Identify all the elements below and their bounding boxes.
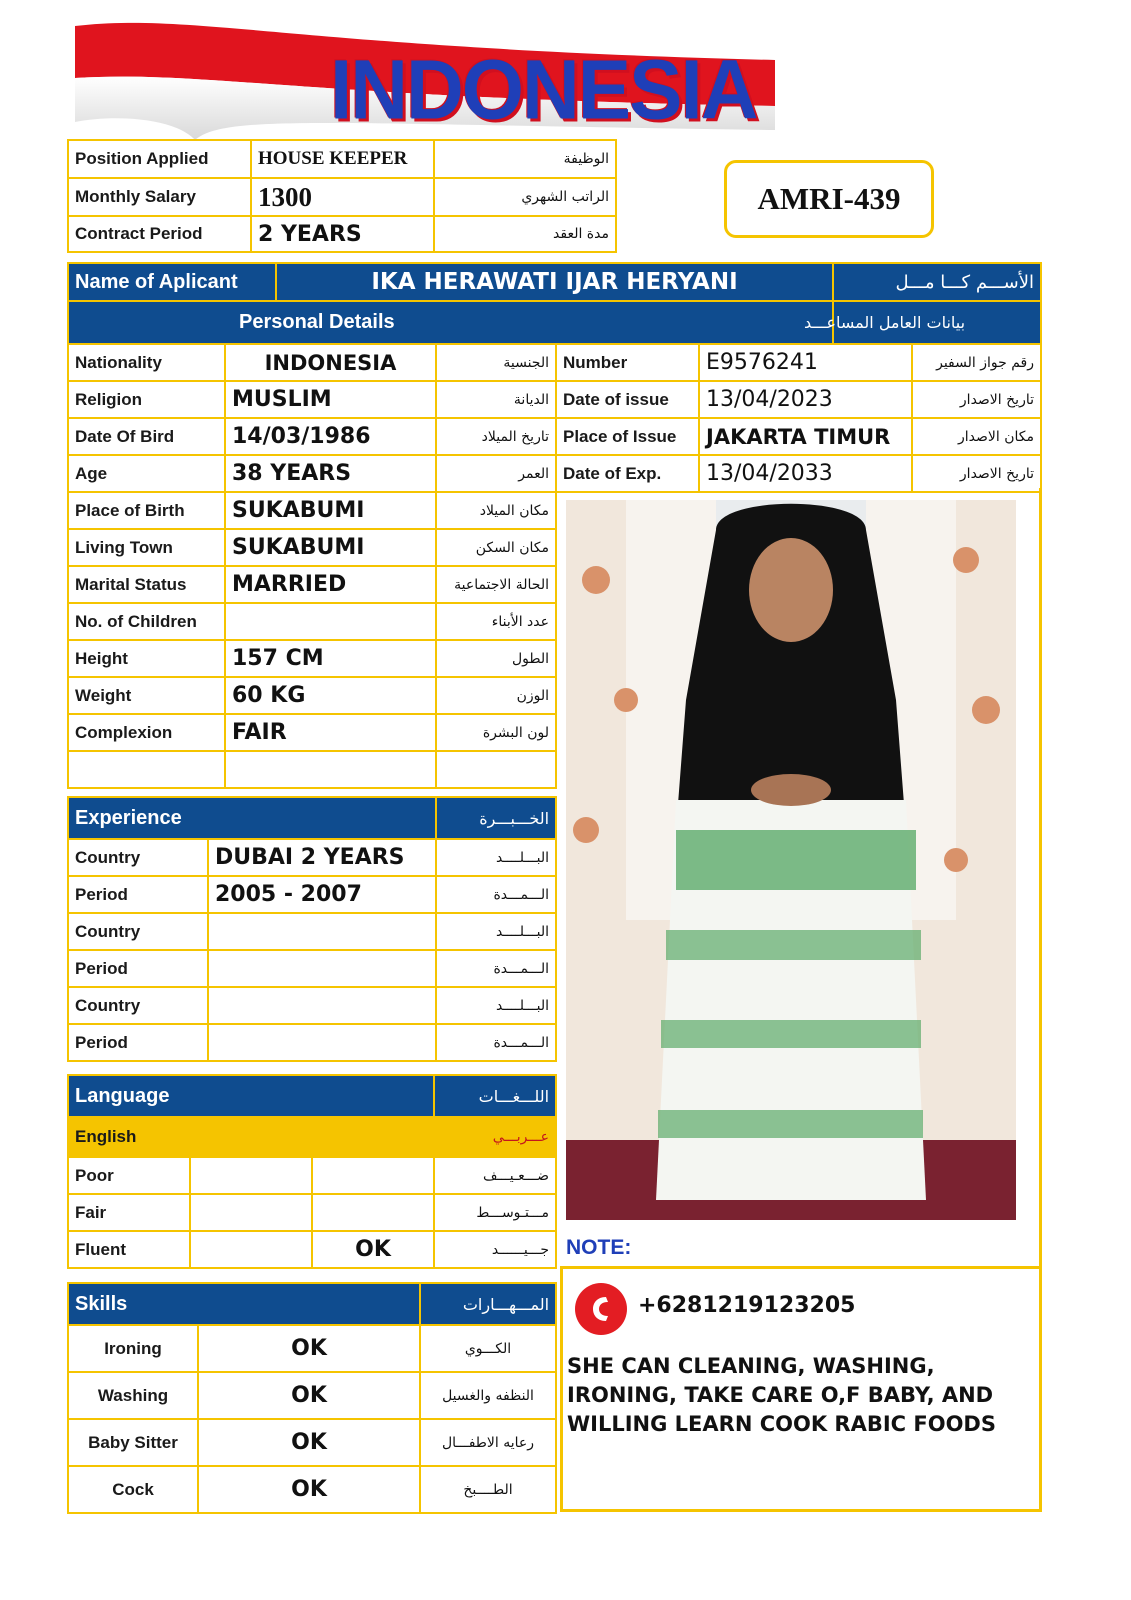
language-table <box>67 1074 557 1269</box>
banner-title: INDONESIA <box>330 42 757 137</box>
applicant-photo <box>566 500 1016 1220</box>
personal-value: 14/03/1986 <box>225 418 436 455</box>
language-level-ar: مـــتـوســـط <box>434 1194 556 1231</box>
passport-table <box>555 343 1042 493</box>
experience-row <box>68 950 556 987</box>
personal-label: Weight <box>68 677 225 714</box>
personal-ar: لون البشرة <box>436 714 556 751</box>
language-level-ar: ضـــعـيـــف <box>434 1157 556 1194</box>
experience-value <box>208 987 436 1024</box>
language-heading: Language <box>68 1075 434 1117</box>
experience-label: Period <box>68 876 208 913</box>
applicant-table <box>67 262 1042 345</box>
experience-heading: Experience <box>68 797 436 839</box>
language-english-cell <box>190 1157 312 1194</box>
language-heading-ar: اللـــغـــات <box>434 1075 556 1117</box>
personal-value: 157 CM <box>225 640 436 677</box>
experience-value <box>208 1024 436 1061</box>
personal-value: FAIR <box>225 714 436 751</box>
personal-ar: الوزن <box>436 677 556 714</box>
note-label: NOTE: <box>566 1236 632 1259</box>
personal-label: Nationality <box>68 344 225 381</box>
personal-label: Religion <box>68 381 225 418</box>
experience-ar: البـــلــــد <box>436 839 556 876</box>
personal-details-ar-text: بيانات العامل المساعـــد <box>804 313 966 332</box>
skill-ar: رعايه الاطفـــال <box>420 1419 556 1466</box>
personal-row <box>68 640 556 677</box>
job-table <box>67 139 617 253</box>
experience-row <box>68 876 556 913</box>
experience-value <box>208 950 436 987</box>
personal-value: MUSLIM <box>225 381 436 418</box>
skill-value: OK <box>198 1419 420 1466</box>
skill-row <box>68 1466 556 1513</box>
skill-value: OK <box>198 1466 420 1513</box>
experience-value <box>208 913 436 950</box>
personal-label: Height <box>68 640 225 677</box>
skill-ar: الطــــبخ <box>420 1466 556 1513</box>
skills-heading-ar: المـــهـــارات <box>420 1283 556 1325</box>
personal-label: No. of Children <box>68 603 225 640</box>
experience-label: Period <box>68 950 208 987</box>
contract-label: Contract Period <box>68 216 251 252</box>
language-level-label: Fluent <box>68 1231 190 1268</box>
personal-row <box>68 529 556 566</box>
language-arabic-cell: OK <box>312 1231 434 1268</box>
personal-label: Age <box>68 455 225 492</box>
skill-value: OK <box>198 1325 420 1372</box>
passport-label: Place of Issue <box>556 418 699 455</box>
position-value: HOUSE KEEPER <box>251 140 434 178</box>
personal-value: SUKABUMI <box>225 529 436 566</box>
experience-label: Period <box>68 1024 208 1061</box>
language-english-cell <box>190 1194 312 1231</box>
personal-label: Place of Birth <box>68 492 225 529</box>
experience-ar: البـــلــــد <box>436 913 556 950</box>
personal-value: 38 YEARS <box>225 455 436 492</box>
empty-cell <box>225 751 436 788</box>
salary-label: Monthly Salary <box>68 178 251 216</box>
language-arabic-label: عـــربـــي <box>434 1117 556 1157</box>
passport-ar: تاريخ الاصدار <box>912 381 1041 418</box>
salary-value: 1300 <box>251 178 434 216</box>
passport-row <box>556 344 1041 381</box>
personal-row <box>68 603 556 640</box>
passport-ar: مكان الاصدار <box>912 418 1041 455</box>
personal-value: INDONESIA <box>225 344 436 381</box>
language-level-label: Poor <box>68 1157 190 1194</box>
passport-label: Date of issue <box>556 381 699 418</box>
skill-label: Washing <box>68 1372 198 1419</box>
skill-row <box>68 1372 556 1419</box>
applicant-label: Name of Aplicant <box>68 263 276 301</box>
skill-label: Cock <box>68 1466 198 1513</box>
passport-row <box>556 455 1041 492</box>
personal-row <box>68 381 556 418</box>
personal-row <box>68 492 556 529</box>
personal-label: Marital Status <box>68 566 225 603</box>
personal-ar: الديانة <box>436 381 556 418</box>
personal-label: Complexion <box>68 714 225 751</box>
personal-label: Date Of Bird <box>68 418 225 455</box>
skill-value: OK <box>198 1372 420 1419</box>
reference-code: AMRI-439 <box>724 160 934 238</box>
empty-cell <box>436 751 556 788</box>
experience-ar: الـــمـــدة <box>436 876 556 913</box>
language-level-ar: جـــيــــــد <box>434 1231 556 1268</box>
personal-ar: عدد الأبناء <box>436 603 556 640</box>
language-arabic-cell <box>312 1194 434 1231</box>
personal-row <box>68 566 556 603</box>
personal-ar: مكان السكن <box>436 529 556 566</box>
personal-row <box>68 677 556 714</box>
skill-row <box>68 1325 556 1372</box>
experience-label: Country <box>68 987 208 1024</box>
language-english-cell <box>190 1231 312 1268</box>
personal-row <box>68 455 556 492</box>
personal-label: Living Town <box>68 529 225 566</box>
personal-row <box>68 344 556 381</box>
personal-ar: تاريخ الميلاد <box>436 418 556 455</box>
language-level-label: Fair <box>68 1194 190 1231</box>
personal-ar: مكان الميلاد <box>436 492 556 529</box>
experience-ar: الـــمـــدة <box>436 950 556 987</box>
experience-row <box>68 987 556 1024</box>
experience-value: DUBAI 2 YEARS <box>208 839 436 876</box>
phone-number: +6281219123205 <box>638 1293 856 1318</box>
skill-row <box>68 1419 556 1466</box>
experience-value: 2005 - 2007 <box>208 876 436 913</box>
experience-ar: الـــمـــدة <box>436 1024 556 1061</box>
empty-cell <box>68 751 225 788</box>
personal-row-empty <box>68 751 556 788</box>
passport-ar: رقم جواز السفير <box>912 344 1041 381</box>
personal-row <box>68 714 556 751</box>
passport-row <box>556 418 1041 455</box>
personal-value: MARRIED <box>225 566 436 603</box>
experience-label: Country <box>68 913 208 950</box>
skill-label: Ironing <box>68 1325 198 1372</box>
contract-value: 2 YEARS <box>251 216 434 252</box>
language-row <box>68 1194 556 1231</box>
language-row <box>68 1157 556 1194</box>
personal-row <box>68 418 556 455</box>
personal-ar: الحالة الاجتماعية <box>436 566 556 603</box>
personal-ar: الجنسية <box>436 344 556 381</box>
skill-ar: النظفه والغسيل <box>420 1372 556 1419</box>
personal-value: SUKABUMI <box>225 492 436 529</box>
language-english-label: English <box>68 1117 434 1157</box>
position-ar: الوظيفة <box>434 140 616 178</box>
experience-row <box>68 839 556 876</box>
skills-table <box>67 1282 557 1514</box>
experience-label: Country <box>68 839 208 876</box>
skills-heading: Skills <box>68 1283 420 1325</box>
position-label: Position Applied <box>68 140 251 178</box>
passport-label: Date of Exp. <box>556 455 699 492</box>
passport-value: 13/04/2033 <box>699 455 912 492</box>
language-row <box>68 1231 556 1268</box>
personal-ar: الطول <box>436 640 556 677</box>
experience-table <box>67 796 557 1062</box>
contract-ar: مدة العقد <box>434 216 616 252</box>
passport-value: E9576241 <box>699 344 912 381</box>
passport-ar: تاريخ الاصدار <box>912 455 1041 492</box>
experience-row <box>68 913 556 950</box>
experience-heading-ar: الخـــبـــرة <box>436 797 556 839</box>
personal-table <box>67 343 557 789</box>
passport-label: Number <box>556 344 699 381</box>
experience-ar: البـــلــــد <box>436 987 556 1024</box>
personal-ar: العمر <box>436 455 556 492</box>
passport-value: JAKARTA TIMUR <box>699 418 912 455</box>
passport-row <box>556 381 1041 418</box>
personal-details-heading: Personal Details <box>68 301 833 344</box>
skill-ar: الكـــوي <box>420 1325 556 1372</box>
personal-details-ar <box>804 301 1041 344</box>
salary-ar: الراتب الشهري <box>434 178 616 216</box>
personal-value: 60 KG <box>225 677 436 714</box>
applicant-name: IKA HERAWATI IJAR HERYANI <box>276 263 833 301</box>
experience-row <box>68 1024 556 1061</box>
note-text: SHE CAN CLEANING, WASHING, IRONING, TAKE CARE O,F BABY, AND WILLING LEARN COOK RABIC FOODS <box>567 1354 996 1436</box>
applicant-ar: الأســـم كـــا مـــل <box>833 263 1041 301</box>
phone-icon <box>575 1283 627 1335</box>
skill-label: Baby Sitter <box>68 1419 198 1466</box>
passport-value: 13/04/2023 <box>699 381 912 418</box>
language-arabic-cell <box>312 1157 434 1194</box>
personal-value <box>225 603 436 640</box>
